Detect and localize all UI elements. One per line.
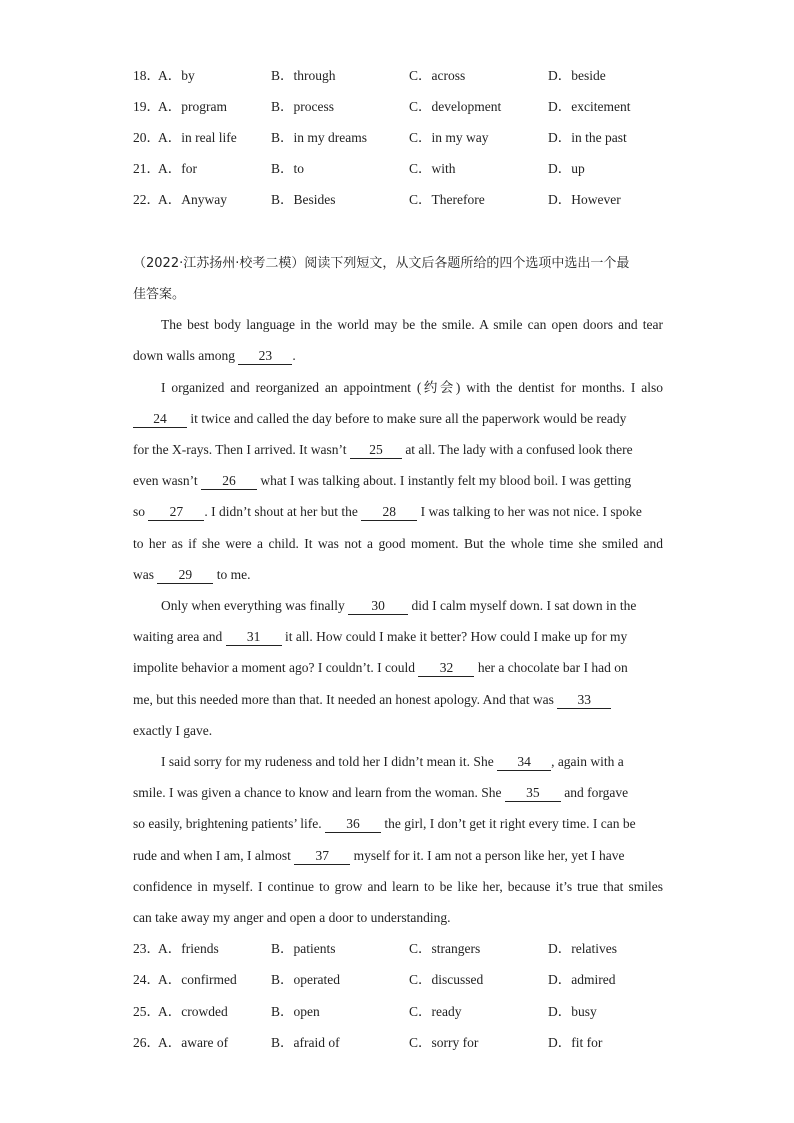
- option-d: D．fit for: [548, 1035, 603, 1050]
- option-d: D．up: [548, 161, 585, 176]
- passage-line: I said sorry for my rudeness and told her I didn’t mean it. She 34 , again with a: [161, 754, 624, 769]
- blank-29: 29: [157, 567, 213, 584]
- option-d: D．in the past: [548, 130, 627, 145]
- passage-line: 24 it twice and called the day before to make sure all the paperwork would be ready: [133, 409, 663, 429]
- passage-line: impolite behavior a moment ago? I couldn’t. I could 32 her a chocolate bar I had on: [133, 660, 628, 675]
- blank-31: 31: [226, 629, 282, 646]
- blank-37: 37: [294, 848, 350, 865]
- passage-line: was 29 to me.: [133, 567, 251, 582]
- passage-line: The best body language in the world may be the smile. A smile can open doors and tear: [161, 317, 663, 332]
- question-number: 19．: [133, 99, 160, 114]
- blank-30: 30: [348, 598, 408, 615]
- passage-line: so 27 . I didn’t shout at her but the 28 I was talking to her was not nice. I spoke: [133, 504, 642, 519]
- option-a: A．program: [158, 99, 227, 114]
- heading-line-1: （2022·江苏扬州·校考二模）阅读下列短文，从文后各题所给的四个选项中选出一个最: [133, 256, 630, 271]
- option-b: B．operated: [271, 972, 340, 987]
- option-b: B．patients: [271, 941, 336, 956]
- question-number: 22．: [133, 192, 160, 207]
- option-d: D．relatives: [548, 941, 617, 956]
- question-number: 23．: [133, 941, 160, 956]
- passage-line: smile. I was given a chance to know and learn from the woman. She 35 and forgave: [133, 785, 629, 800]
- blank-28: 28: [361, 504, 417, 521]
- option-c: C．sorry for: [409, 1035, 479, 1050]
- option-a: A．crowded: [158, 1004, 228, 1019]
- option-a: A．for: [158, 161, 197, 176]
- option-a: A．Anyway: [158, 192, 227, 207]
- option-d: D．admired: [548, 972, 616, 987]
- blank-33: 33: [557, 692, 611, 709]
- option-b: B．afraid of: [271, 1035, 340, 1050]
- option-c: C．strangers: [409, 941, 481, 956]
- passage-line: rude and when I am, I almost 37 myself for it. I am not a person like her, yet I have: [133, 848, 625, 863]
- blank-36: 36: [325, 816, 381, 833]
- passage-line: to her as if she were a child. It was not a good moment. But the whole time she smiled and: [133, 536, 663, 551]
- blank-23: 23: [238, 348, 292, 365]
- option-b: B．open: [271, 1004, 320, 1019]
- passage-line: exactly I gave.: [133, 723, 213, 738]
- blank-26: 26: [201, 473, 257, 490]
- heading-line-2: 佳答案。: [133, 287, 186, 302]
- passage-line: me, but this needed more than that. It needed an honest apology. And that was 33: [133, 690, 663, 710]
- option-d: D．beside: [548, 68, 606, 83]
- option-b: B．in my dreams: [271, 130, 367, 145]
- passage-line: Only when everything was finally 30 did I calm myself down. I sat down in the: [161, 598, 637, 613]
- blank-35: 35: [505, 785, 561, 802]
- option-a: A．by: [158, 68, 195, 83]
- option-c: C．discussed: [409, 972, 484, 987]
- question-number: 26．: [133, 1035, 160, 1050]
- passage-line: for the X-rays. Then I arrived. It wasn’t 25 at all. The lady with a confused look there: [133, 442, 633, 457]
- option-c: C．development: [409, 99, 502, 114]
- passage-line: I organized and reorganized an appointment (约会) with the dentist for months. I also: [161, 380, 663, 395]
- option-b: B．through: [271, 68, 336, 83]
- question-number: 21．: [133, 161, 160, 176]
- option-b: B．to: [271, 161, 305, 176]
- option-d: D．However: [548, 192, 621, 207]
- question-number: 18．: [133, 68, 160, 83]
- passage-line: waiting area and 31 it all. How could I make it better? How could I make up for my: [133, 629, 628, 644]
- blank-34: 34: [497, 754, 551, 771]
- section-heading: [133, 248, 663, 310]
- passage-line: confidence in myself. I continue to grow and learn to be like her, because it’s true that smiles: [133, 879, 663, 894]
- blank-27: 27: [148, 504, 204, 521]
- option-b: B．Besides: [271, 192, 336, 207]
- option-c: C．Therefore: [409, 192, 485, 207]
- option-b: B．process: [271, 99, 334, 114]
- option-a: A．in real life: [158, 130, 237, 145]
- question-number: 20．: [133, 130, 160, 145]
- passage-line: can take away my anger and open a door to understanding.: [133, 910, 451, 925]
- option-c: C．in my way: [409, 130, 489, 145]
- option-d: D．busy: [548, 1004, 597, 1019]
- passage-line: so easily, brightening patients’ life. 36 the girl, I don’t get it right every time. I can be: [133, 816, 636, 831]
- passage-line: even wasn’t 26 what I was talking about. I instantly felt my blood boil. I was getting: [133, 473, 632, 488]
- passage-line: down walls among 23 .: [133, 348, 296, 363]
- option-c: C．ready: [409, 1004, 462, 1019]
- option-a: A．friends: [158, 941, 219, 956]
- blank-25: 25: [350, 442, 402, 459]
- blank-32: 32: [418, 660, 474, 677]
- question-number: 25．: [133, 1004, 160, 1019]
- blank-24: 24: [133, 411, 187, 428]
- option-a: A．aware of: [158, 1035, 229, 1050]
- option-d: D．excitement: [548, 99, 631, 114]
- question-number: 24．: [133, 972, 160, 987]
- option-c: C．across: [409, 68, 466, 83]
- option-a: A．confirmed: [158, 972, 237, 987]
- option-c: C．with: [409, 161, 456, 176]
